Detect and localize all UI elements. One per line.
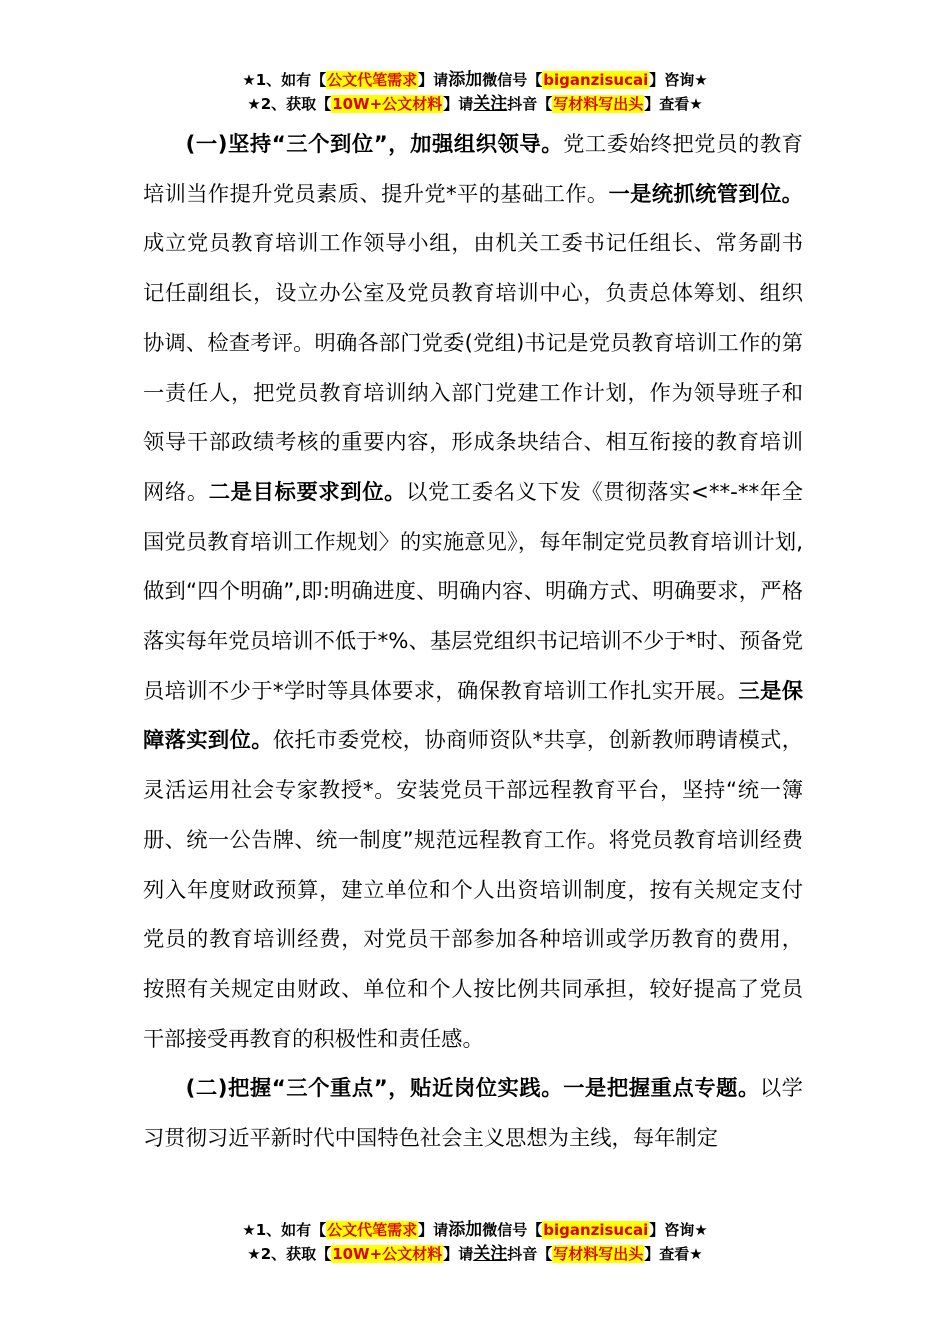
section-heading-2: (二)把握“三个重点”，贴近岗位实践。 bbox=[185, 1076, 564, 1102]
highlight-materials: 10W+公文材料 bbox=[332, 1245, 443, 1263]
highlight-service: 公文代笔需求 bbox=[327, 1221, 418, 1239]
highlight-douyin: 写材料写出头 bbox=[553, 95, 644, 113]
header-banner bbox=[0, 68, 950, 116]
paragraph-2: (二)把握“三个重点”，贴近岗位实践。一是把握重点专题。以学习贯彻习近平新时代中国特色社会主义思想为主线，每年制定 bbox=[143, 1076, 803, 1152]
highlight-wechat-id: biganzisucai bbox=[543, 1221, 649, 1239]
banner-line-1: ★1、如有【公文代笔需求】请添加微信号【biganzisucai】咨询★ bbox=[242, 1220, 708, 1240]
highlight-service: 公文代笔需求 bbox=[327, 71, 418, 89]
highlight-douyin: 写材料写出头 bbox=[553, 1245, 644, 1263]
highlight-wechat-id: biganzisucai bbox=[543, 71, 649, 89]
footer-banner bbox=[0, 1218, 950, 1266]
banner-line-1: ★1、如有【公文代笔需求】请添加微信号【biganzisucai】咨询★ bbox=[242, 70, 708, 90]
document-body bbox=[143, 120, 803, 1164]
highlight-materials: 10W+公文材料 bbox=[332, 95, 443, 113]
section-heading-1: (一)坚持“三个到位”，加强组织领导。 bbox=[185, 132, 564, 157]
banner-line-2: ★2、获取【10W+公文材料】请关注抖音【写材料写出头】查看★ bbox=[247, 1244, 703, 1264]
banner-line-2: ★2、获取【10W+公文材料】请关注抖音【写材料写出头】查看★ bbox=[247, 94, 703, 114]
paragraph-1: (一)坚持“三个到位”，加强组织领导。党工委始终把党员的教育培训当作提升党员素质、提升党*平的基础工作。一是统抓统管到位。成立党员教育培训工作领导小组，由机关工委书记任组长、常务副书记任副组长，设立办公室及党员教育培训中心，负责总体筹划、组织协调、检查考评。明确各部门党委(党组)书记是党员教育培训工作的第一责任人，把党员教育培训纳入部门党建工作计划，作为领导班子和领导干部政绩考核的重要内容，形成条块结合、相互衔接的教育培训网络。二是目标要求到位。以党工委名义下发《贯彻落实<**-**年全国党员教育培训工作规划〉的实施意见》，每年制定党员教育培训计划,做到“四个明确”,即:明确进度、明确内容、明确方式、明确要求，严格落实每年党员培训不低于*%、基层党组织书记培训不少于*时、预备党员培训不少于*学时等具体要求，确保教育培训工作扎实开展。三是保障落实到位。依托市委党校，协商师资队*共享，创新教师聘请模式，灵活运用社会专家教授*。安装党员干部远程教育平台，坚持“统一簿册、统一公告牌、统一制度”规范远程教育工作。将党员教育培训经费列入年度财政预算，建立单位和个人出资培训制度，按有关规定支付党员的教育培训经费，对党员干部参加各种培训或学历教育的费用，按照有关规定由财政、单位和个人按比例共同承担，较好提高了党员干部接受再教育的积极性和责任感。 bbox=[143, 132, 803, 1052]
